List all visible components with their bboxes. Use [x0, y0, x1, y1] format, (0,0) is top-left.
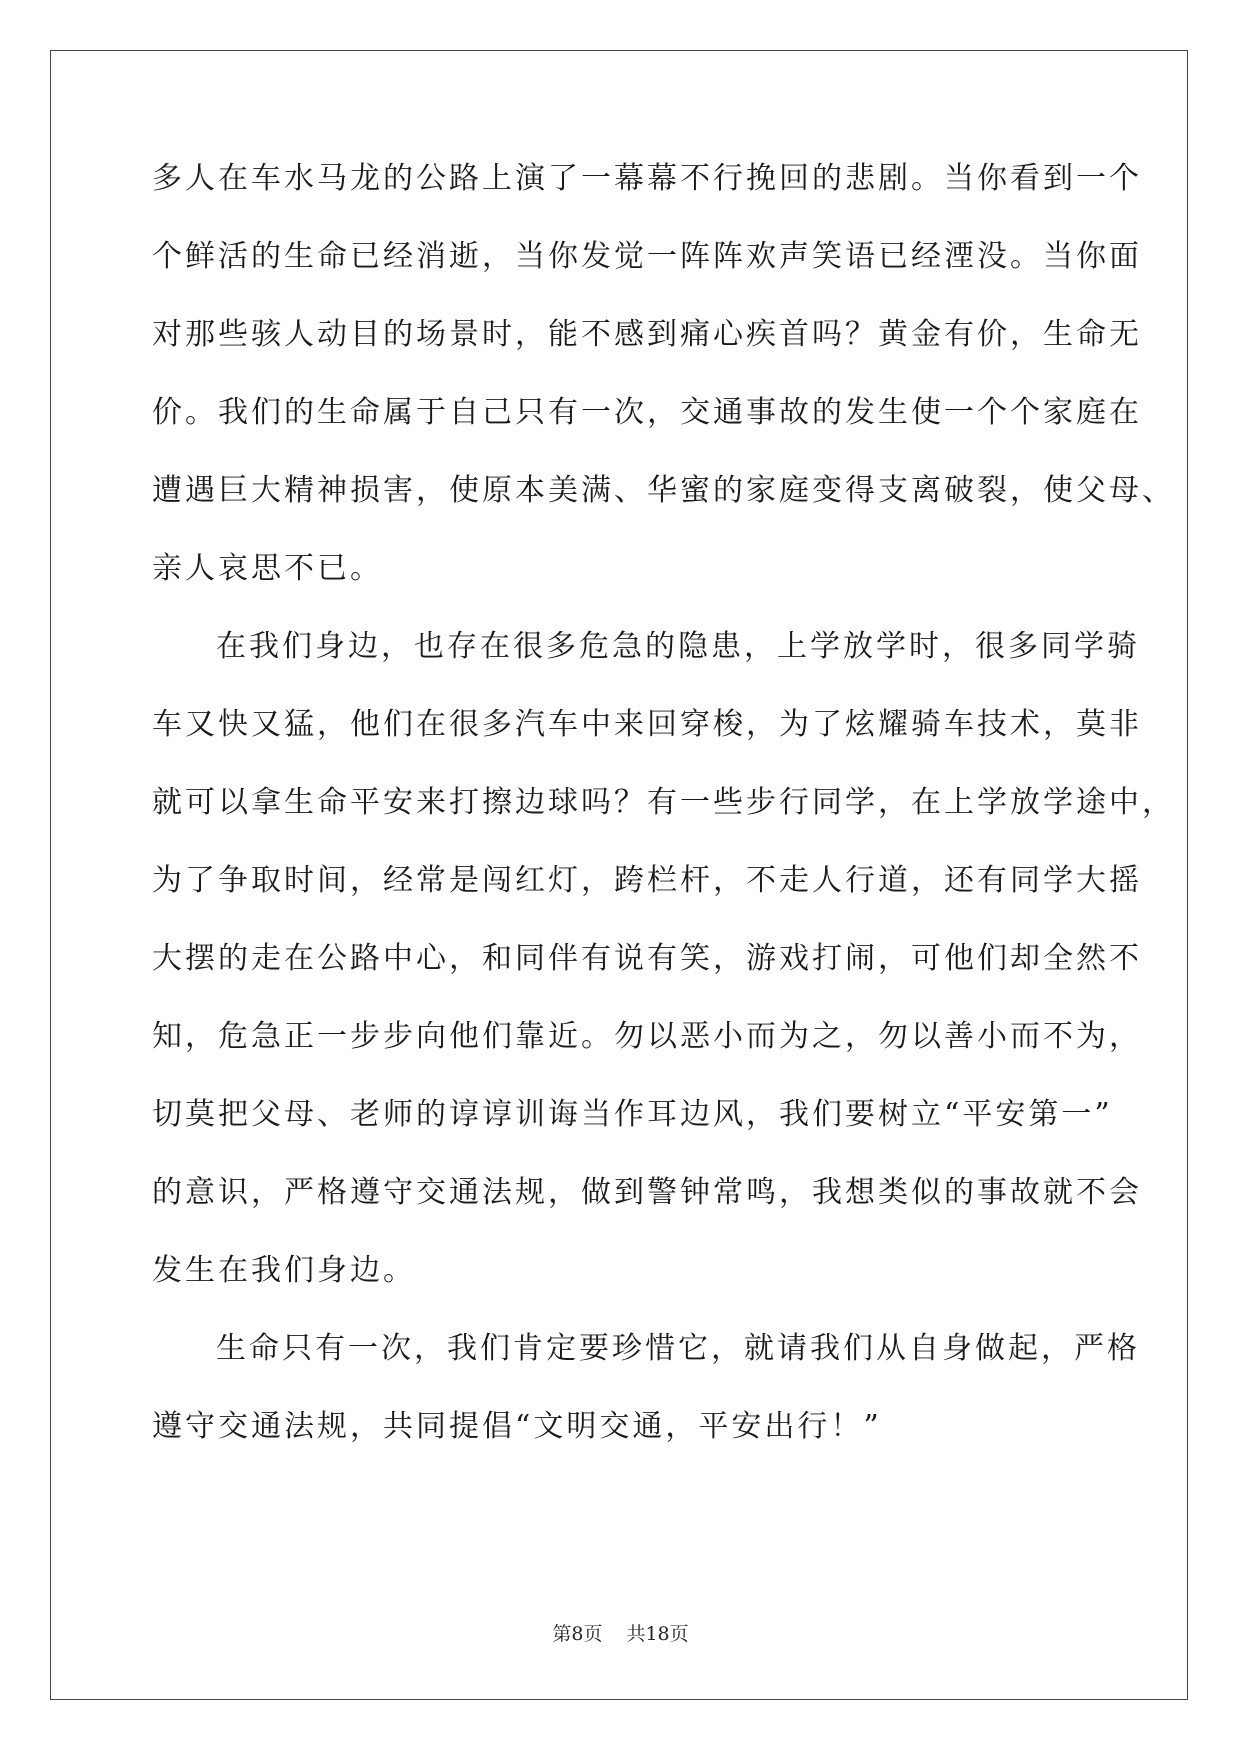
text-line: 个鲜活的生命已经消逝，当你发觉一阵阵欢声笑语已经湮没。当你面 — [152, 239, 1142, 274]
text-line: 对那些骇人动目的场景时，能不感到痛心疾首吗？黄金有价，生命无 — [152, 317, 1142, 352]
text-line: 的意识，严格遵守交通法规，做到警钟常鸣，我想类似的事故就不会 — [152, 1175, 1142, 1210]
text-line: 遵守交通法规，共同提倡“文明交通，平安出行！” — [152, 1409, 882, 1444]
text-line: 发生在我们身边。 — [152, 1253, 416, 1288]
text-line: 车又快又猛，他们在很多汽车中来回穿梭，为了炫耀骑车技术，莫非 — [152, 707, 1142, 742]
text-line: 切莫把父母、老师的谆谆训诲当作耳边风，我们要树立“平安第一” — [152, 1097, 1113, 1132]
text-line: 在我们身边，也存在很多危急的隐患，上学放学时，很多同学骑 — [216, 629, 1140, 664]
page-total-label: 共18页 — [626, 1623, 689, 1645]
text-line: 多人在车水马龙的公路上演了一幕幕不行挽回的悲剧。当你看到一个 — [152, 161, 1142, 196]
text-line: 就可以拿生命平安来打擦边球吗？有一些步行同学，在上学放学途中， — [152, 785, 1175, 820]
text-line: 生命只有一次，我们肯定要珍惜它，就请我们从自身做起，严格 — [216, 1331, 1140, 1366]
text-line: 遭遇巨大精神损害，使原本美满、华蜜的家庭变得支离破裂，使父母、 — [152, 473, 1175, 508]
text-line: 知，危急正一步步向他们靠近。勿以恶小而为之，勿以善小而不为， — [152, 1019, 1142, 1054]
text-line: 亲人哀思不已。 — [152, 551, 383, 586]
text-line: 大摆的走在公路中心，和同伴有说有笑，游戏打闹，可他们却全然不 — [152, 941, 1142, 976]
text-line: 为了争取时间，经常是闯红灯，跨栏杆，不走人行道，还有同学大摇 — [152, 863, 1142, 898]
page-number-label: 第8页 — [552, 1623, 603, 1645]
page-footer — [0, 1622, 1241, 1646]
text-line: 价。我们的生命属于自己只有一次，交通事故的发生使一个个家庭在 — [152, 395, 1142, 430]
document-body — [152, 161, 1175, 1487]
